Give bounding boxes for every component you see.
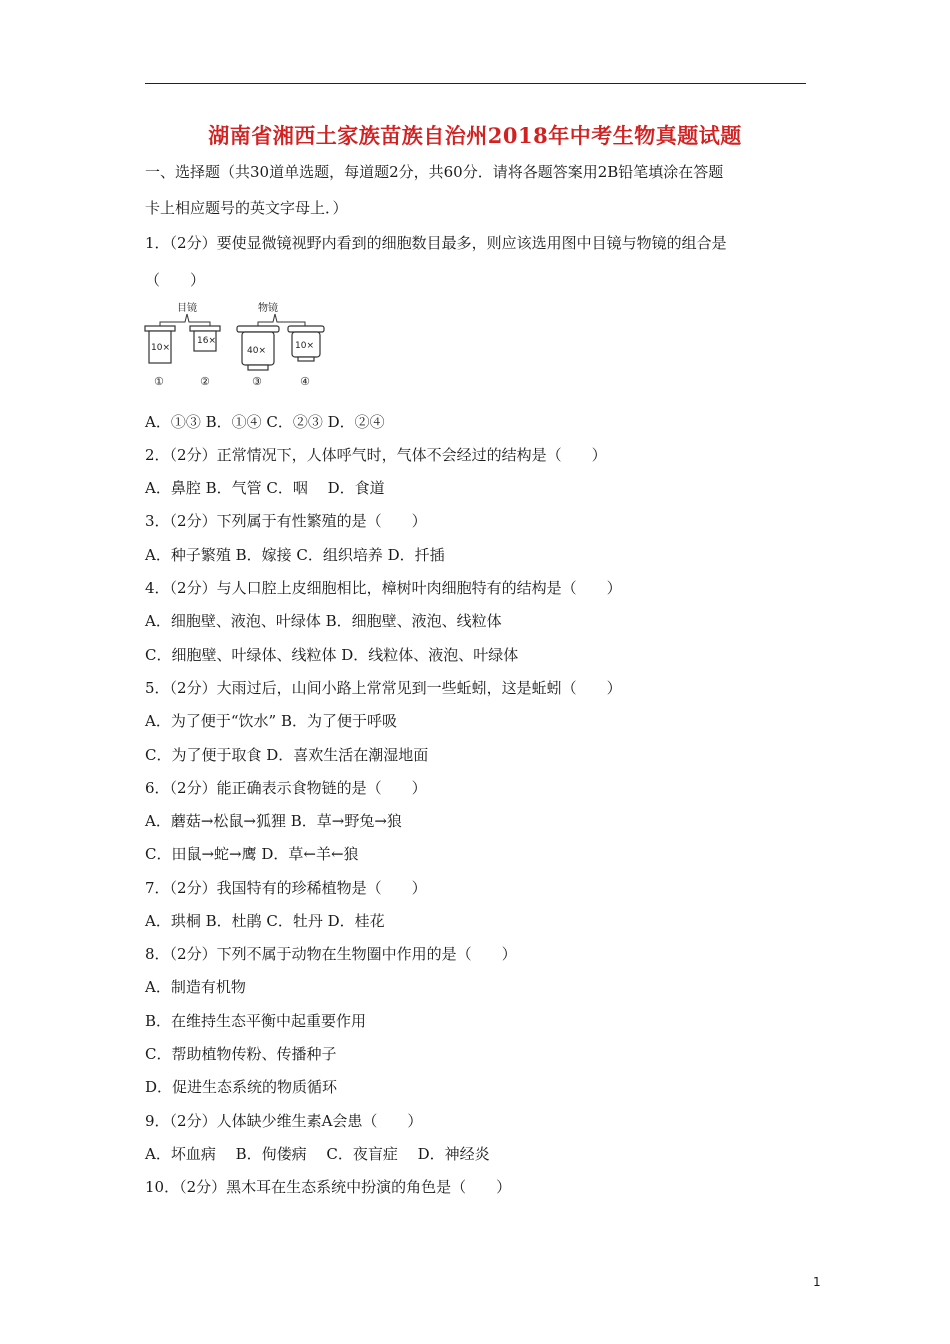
q5-options-cd: C．为了便于取食 D．喜欢生活在潮湿地面 [145,746,429,764]
q7-options: A．珙桐 B．杜鹃 C．牡丹 D．桂花 [145,912,385,930]
q5-options-ab: A．为了便于“饮水” B．为了便于呼吸 [145,712,397,730]
eyepiece-label: 目镜 [177,303,197,314]
lens-label-4: 10× [295,341,314,351]
q8-option-d: D．促进生态系统的物质循环 [145,1078,338,1096]
lens-number-1: ① [154,375,164,388]
q1-options: A．①③ B．①④ C．②③ D．②④ [145,413,385,431]
q9-options: A．坏血病 B．佝偻病 C．夜盲症 D．神经炎 [145,1145,490,1163]
top-rule [145,83,806,84]
q2-stem: 2．（2分）正常情况下，人体呼气时，气体不会经过的结构是（ ） [145,446,607,464]
eyepiece-bracket [160,314,210,326]
lens-figure [140,300,340,392]
q9-stem: 9．（2分）人体缺少维生素A会患（ ） [145,1112,423,1130]
q3-options: A．种子繁殖 B．嫁接 C．组织培养 D．扦插 [145,546,445,564]
q10-stem: 10．（2分）黑木耳在生态系统中扮演的角色是（ ） [145,1178,512,1196]
q7-stem: 7．（2分）我国特有的珍稀植物是（ ） [145,879,427,897]
q8-option-c: C．帮助植物传粉、传播种子 [145,1045,337,1063]
objective-bracket [258,314,305,326]
lens-number-3: ③ [252,375,262,388]
q5-stem: 5．（2分）大雨过后，山间小路上常常见到一些蚯蚓，这是蚯蚓（ ） [145,679,622,697]
q6-options-ab: A．蘑菇→松鼠→狐狸 B．草→野兔→狼 [145,812,402,830]
q8-option-b: B．在维持生态平衡中起重要作用 [145,1012,367,1030]
section-intro-line-1: 一、选择题（共30道单选题，每道题2分，共60分．请将各题答案用2B铅笔填涂在答题 [145,163,724,181]
q4-stem: 4．（2分）与人口腔上皮细胞相比，樟树叶肉细胞特有的结构是（ ） [145,579,622,597]
q8-stem: 8．（2分）下列不属于动物在生物圈中作用的是（ ） [145,945,517,963]
page-title: 湖南省湘西土家族苗族自治州2018年中考生物真题试题 [208,123,742,148]
lens-label-1: 10× [151,343,170,353]
q1-stem: 1．（2分）要使显微镜视野内看到的细胞数目最多，则应该选用图中目镜与物镜的组合是 [145,234,727,252]
lens-number-2: ② [200,375,210,388]
lens-number-4: ④ [300,375,310,388]
q4-options-cd: C．细胞壁、叶绿体、线粒体 D．线粒体、液泡、叶绿体 [145,646,519,664]
lens-label-3: 40× [247,346,266,356]
q8-option-a: A．制造有机物 [145,978,246,996]
q6-stem: 6．（2分）能正确表示食物链的是（ ） [145,779,427,797]
objective-label: 物镜 [258,303,278,314]
section-intro-line-2: 卡上相应题号的英文字母上．） [145,199,348,217]
q3-stem: 3．（2分）下列属于有性繁殖的是（ ） [145,512,427,530]
q1-bracket: （ ） [145,271,206,289]
q6-options-cd: C．田鼠→蛇→鹰 D．草←羊←狼 [145,845,359,863]
lens-label-2: 16× [197,336,216,346]
page-number: 1 [813,1275,821,1289]
q2-options: A．鼻腔 B．气管 C．咽 D．食道 [145,479,385,497]
q4-options-ab: A．细胞壁、液泡、叶绿体 B．细胞壁、液泡、线粒体 [145,612,502,630]
